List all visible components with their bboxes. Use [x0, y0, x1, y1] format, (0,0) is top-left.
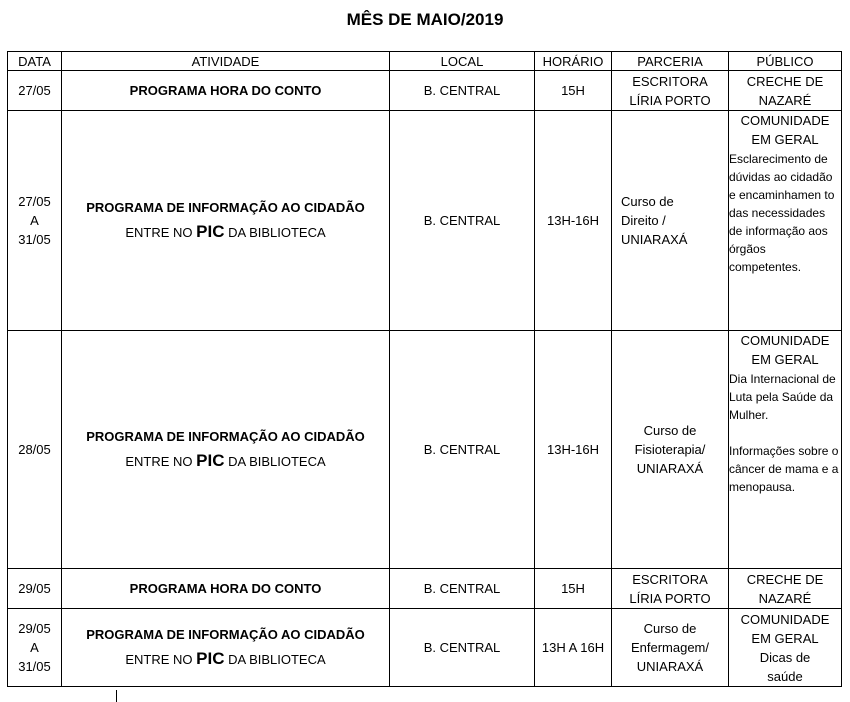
audience-note: Esclarecimento de dúvidas ao cidadão e encaminhamen to das necessidades de informação aos órgãos competentes.: [729, 152, 835, 274]
table-row: [8, 609, 842, 687]
activity-cell: PROGRAMA DE INFORMAÇÃO AO CIDADÃO ENTRE NO PIC DA BIBLIOTECA: [62, 111, 390, 331]
header-atividade: ATIVIDADE: [62, 52, 390, 71]
header-local: LOCAL: [390, 52, 535, 71]
pic-label: PIC: [196, 649, 225, 668]
local-cell: B. CENTRAL: [390, 111, 535, 331]
activity-cell: PROGRAMA HORA DO CONTO: [62, 569, 390, 609]
activity-cell: PROGRAMA DE INFORMAÇÃO AO CIDADÃO ENTRE NO PIC DA BIBLIOTECA: [62, 609, 390, 687]
local-cell: B. CENTRAL: [390, 569, 535, 609]
activity-cell: PROGRAMA DE INFORMAÇÃO AO CIDADÃO ENTRE NO PIC DA BIBLIOTECA: [62, 331, 390, 569]
date-cell: 27/05 A 31/05: [8, 111, 62, 331]
date-cell: 27/05: [8, 71, 62, 111]
stray-line: [116, 690, 117, 702]
audience-cell: COMUNIDADE EM GERAL Esclarecimento de dúvidas ao cidadão e encaminhamen to das necessidades de informação aos órgãos competentes.: [729, 111, 842, 331]
local-cell: B. CENTRAL: [390, 609, 535, 687]
audience-note: Dia Internacional de Luta pela Saúde da Mulher. Informações sobre o câncer de mama e a menopausa.: [729, 372, 839, 494]
pic-label: PIC: [196, 222, 225, 241]
schedule-table: [7, 51, 842, 687]
partner-cell: ESCRITORA LÍRIA PORTO: [612, 71, 729, 111]
time-cell: 15H: [535, 569, 612, 609]
table-row: [8, 71, 842, 111]
header-horario: HORÁRIO: [535, 52, 612, 71]
date-cell: 29/05: [8, 569, 62, 609]
partner-cell: ESCRITORA LÍRIA PORTO: [612, 569, 729, 609]
audience-cell: CRECHE DE NAZARÉ: [729, 569, 842, 609]
pic-label: PIC: [196, 451, 225, 470]
header-parceria: PARCERIA: [612, 52, 729, 71]
partner-cell: Curso de Fisioterapia/ UNIARAXÁ: [612, 331, 729, 569]
local-cell: B. CENTRAL: [390, 331, 535, 569]
time-cell: 13H A 16H: [535, 609, 612, 687]
header-data: DATA: [8, 52, 62, 71]
header-publico: PÚBLICO: [729, 52, 842, 71]
table-row: [8, 331, 842, 569]
audience-cell: COMUNIDADE EM GERAL Dia Internacional de Luta pela Saúde da Mulher. Informações sobre o câncer de mama e a menopausa.: [729, 331, 842, 569]
table-row: [8, 111, 842, 331]
partner-cell: Curso de Enfermagem/ UNIARAXÁ: [612, 609, 729, 687]
time-cell: 13H-16H: [535, 331, 612, 569]
audience-cell: COMUNIDADE EM GERAL Dicas de saúde: [729, 609, 842, 687]
date-cell: 28/05: [8, 331, 62, 569]
page-title: MÊS DE MAIO/2019: [346, 10, 504, 29]
local-cell: B. CENTRAL: [390, 71, 535, 111]
partner-cell: Curso de Direito / UNIARAXÁ: [612, 111, 729, 331]
header-row: [8, 52, 842, 71]
audience-cell: CRECHE DE NAZARÉ: [729, 71, 842, 111]
date-cell: 29/05 A 31/05: [8, 609, 62, 687]
table-row: [8, 569, 842, 609]
time-cell: 13H-16H: [535, 111, 612, 331]
time-cell: 15H: [535, 71, 612, 111]
activity-cell: PROGRAMA HORA DO CONTO: [62, 71, 390, 111]
